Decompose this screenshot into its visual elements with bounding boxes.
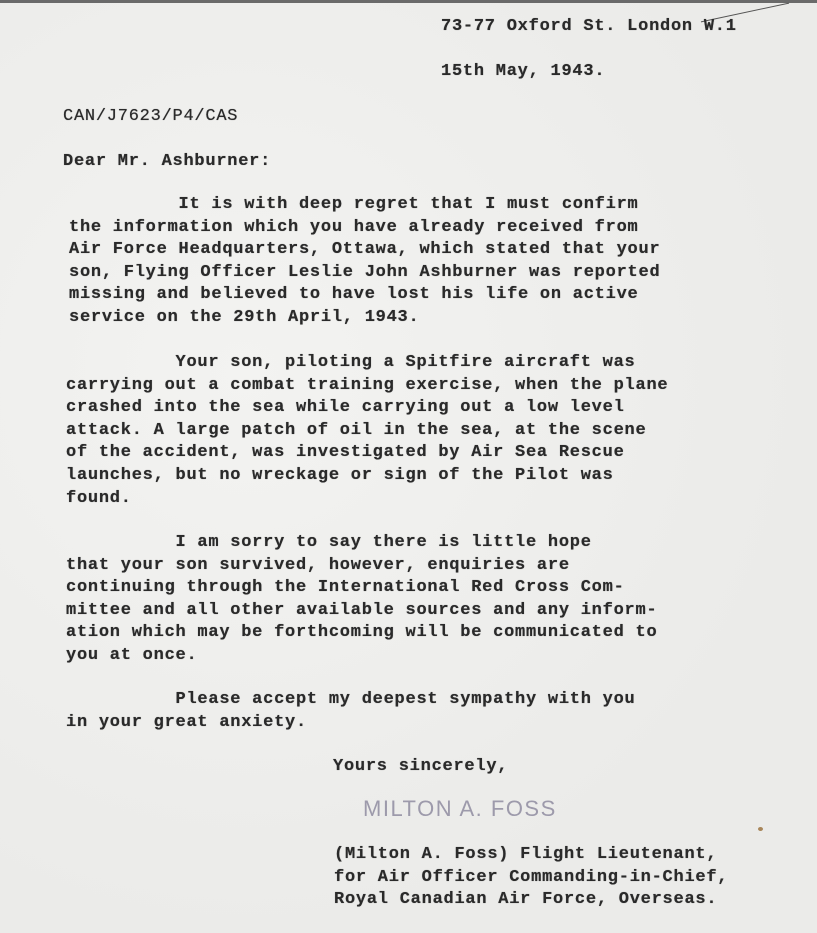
signature-line: Royal Canadian Air Force, Overseas. bbox=[334, 890, 718, 910]
text-line: of the accident, was investigated by Air Sea Rescue bbox=[66, 443, 625, 463]
ink-spot bbox=[758, 827, 763, 831]
text-line: Please accept my deepest sympathy with you bbox=[66, 690, 636, 709]
text-line: continuing through the International Red Cross Com- bbox=[66, 578, 625, 598]
paragraph-1 bbox=[69, 194, 660, 330]
text-line: that your son survived, however, enquiries are bbox=[66, 555, 570, 575]
text-line: missing and believed to have lost his life on active bbox=[69, 285, 639, 305]
text-line: I am sorry to say there is little hope bbox=[66, 533, 592, 552]
text-line: son, Flying Officer Leslie John Ashburner was reported bbox=[69, 262, 661, 282]
text-line: found. bbox=[66, 488, 132, 508]
text-line: launches, but no wreckage or sign of the Pilot was bbox=[66, 465, 614, 485]
text-line: the information which you have already received from bbox=[69, 217, 639, 237]
closing: Yours sincerely, bbox=[333, 757, 509, 776]
text-line: It is with deep regret that I must confirm bbox=[69, 195, 639, 214]
text-line: ation which may be forthcoming will be communicated to bbox=[66, 623, 658, 643]
signature-stamp: MILTON A. FOSS bbox=[363, 796, 557, 821]
paragraph-4 bbox=[66, 689, 636, 734]
signature-line: for Air Officer Commanding-in-Chief, bbox=[334, 867, 729, 887]
address: 73-77 Oxford St. London W.1 bbox=[441, 17, 737, 36]
reference: CAN/J7623/P4/CAS bbox=[63, 107, 239, 126]
signature-block bbox=[334, 844, 728, 912]
salutation: Dear Mr. Ashburner: bbox=[63, 152, 272, 171]
top-border bbox=[0, 0, 817, 3]
text-line: attack. A large patch of oil in the sea, at the scene bbox=[66, 420, 647, 440]
text-line: Air Force Headquarters, Ottawa, which stated that your bbox=[69, 240, 661, 260]
date: 15th May, 1943. bbox=[441, 62, 606, 81]
text-line: Your son, piloting a Spitfire aircraft was bbox=[66, 353, 636, 372]
text-line: mittee and all other available sources and any inform- bbox=[66, 600, 658, 620]
signature-line: (Milton A. Foss) Flight Lieutenant, bbox=[334, 845, 718, 864]
text-line: carrying out a combat training exercise, when the plane bbox=[66, 375, 669, 395]
text-line: you at once. bbox=[66, 645, 198, 665]
paragraph-2 bbox=[66, 352, 668, 510]
paragraph-3 bbox=[66, 532, 657, 668]
text-line: service on the 29th April, 1943. bbox=[69, 307, 420, 327]
text-line: crashed into the sea while carrying out a low level bbox=[66, 398, 625, 418]
text-line: in your great anxiety. bbox=[66, 712, 307, 732]
